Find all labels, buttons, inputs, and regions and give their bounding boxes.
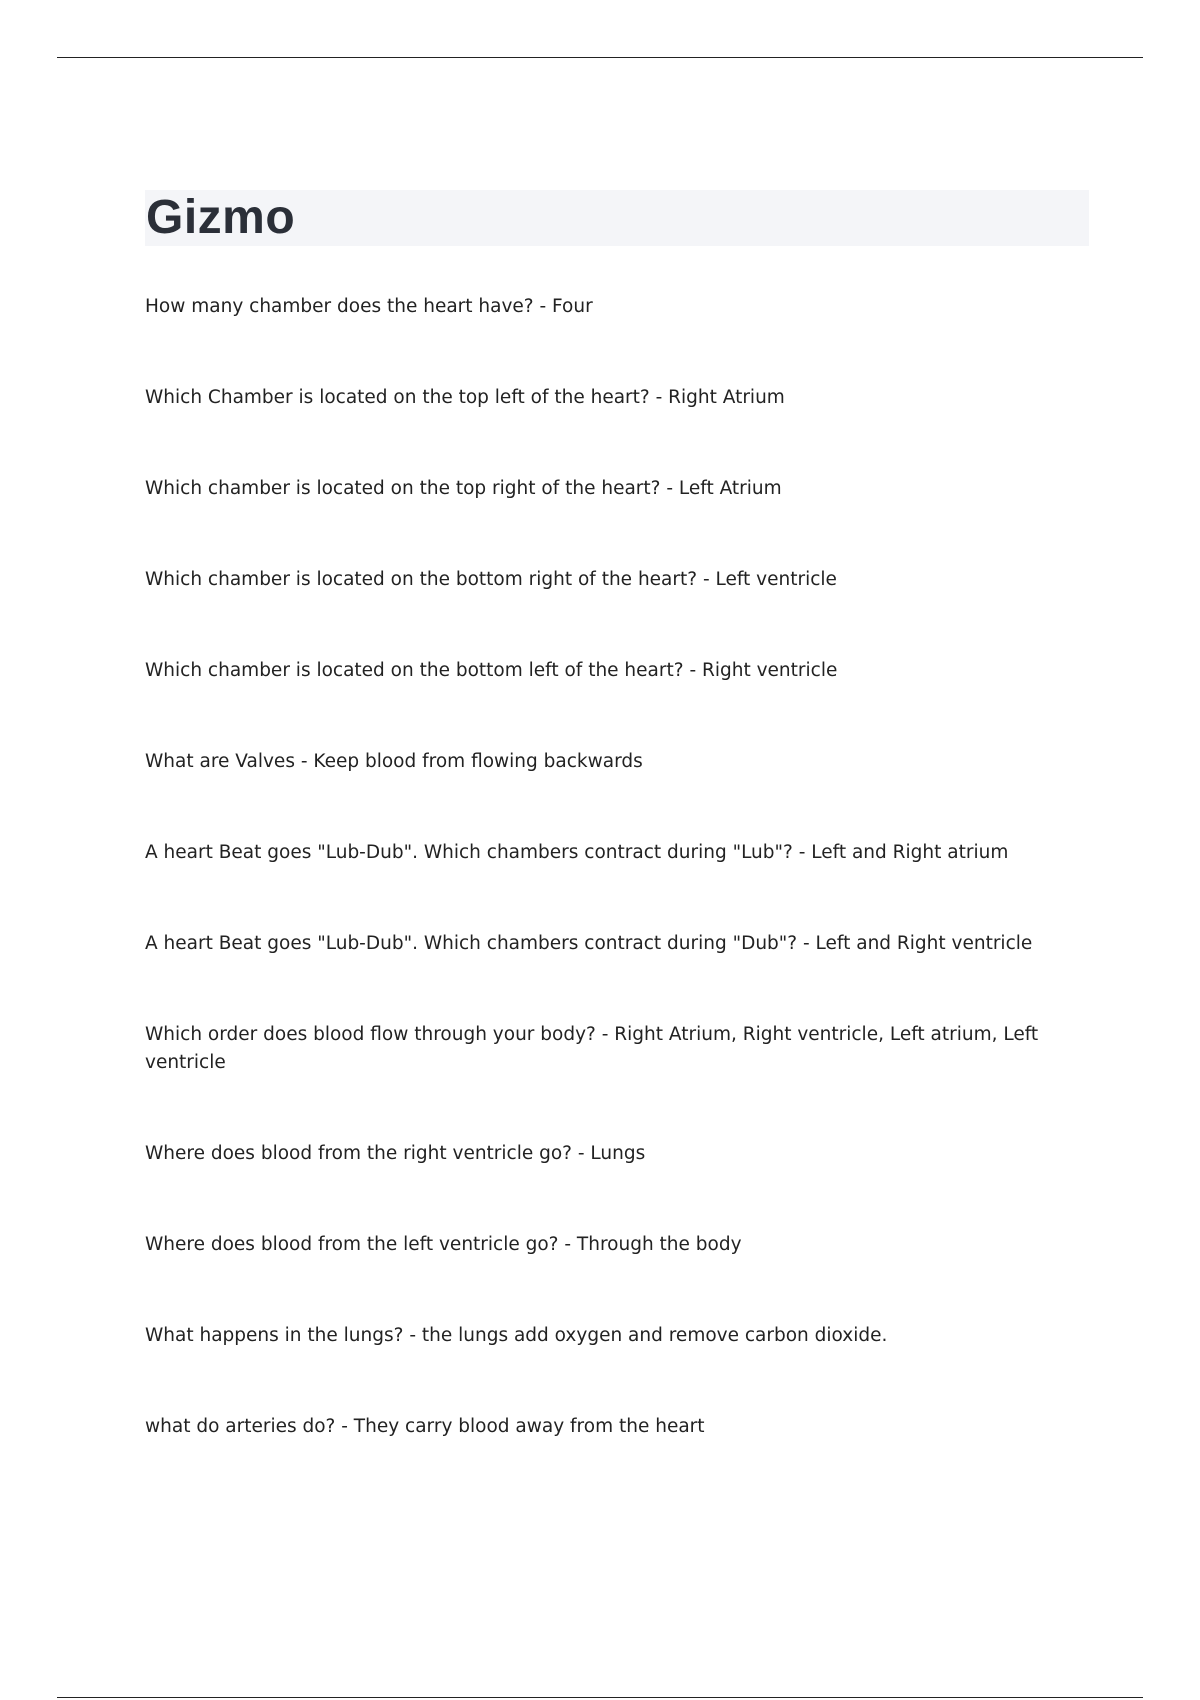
title-band [145,190,1089,246]
qa-item: Which order does blood flow through your body? - Right Atrium, Right ventricle, Left atrium, Left ventricle [145,1024,1039,1073]
top-rule [57,57,1143,58]
bottom-rule [57,1697,1143,1698]
qa-item: A heart Beat goes "Lub-Dub". Which chambers contract during "Dub"? - Left and Right ventricle [145,933,1033,954]
qa-item: How many chamber does the heart have? - Four [145,296,593,317]
qa-item: Which chamber is located on the bottom right of the heart? - Left ventricle [145,569,837,590]
qa-item: What happens in the lungs? - the lungs add oxygen and remove carbon dioxide. [145,1325,888,1346]
qa-item: Where does blood from the right ventricle go? - Lungs [145,1143,646,1164]
qa-item: Which chamber is located on the bottom left of the heart? - Right ventricle [145,660,838,681]
qa-item: Which Chamber is located on the top left of the heart? - Right Atrium [145,387,785,408]
document-title: Gizmo [146,191,296,244]
qa-item: what do arteries do? - They carry blood away from the heart [145,1416,705,1437]
qa-item: Which chamber is located on the top right of the heart? - Left Atrium [145,478,782,499]
qa-item: A heart Beat goes "Lub-Dub". Which chambers contract during "Lub"? - Left and Right atrium [145,842,1009,863]
qa-list [145,293,1045,1504]
qa-item: What are Valves - Keep blood from flowing backwards [145,751,643,772]
qa-item: Where does blood from the left ventricle go? - Through the body [145,1234,742,1255]
